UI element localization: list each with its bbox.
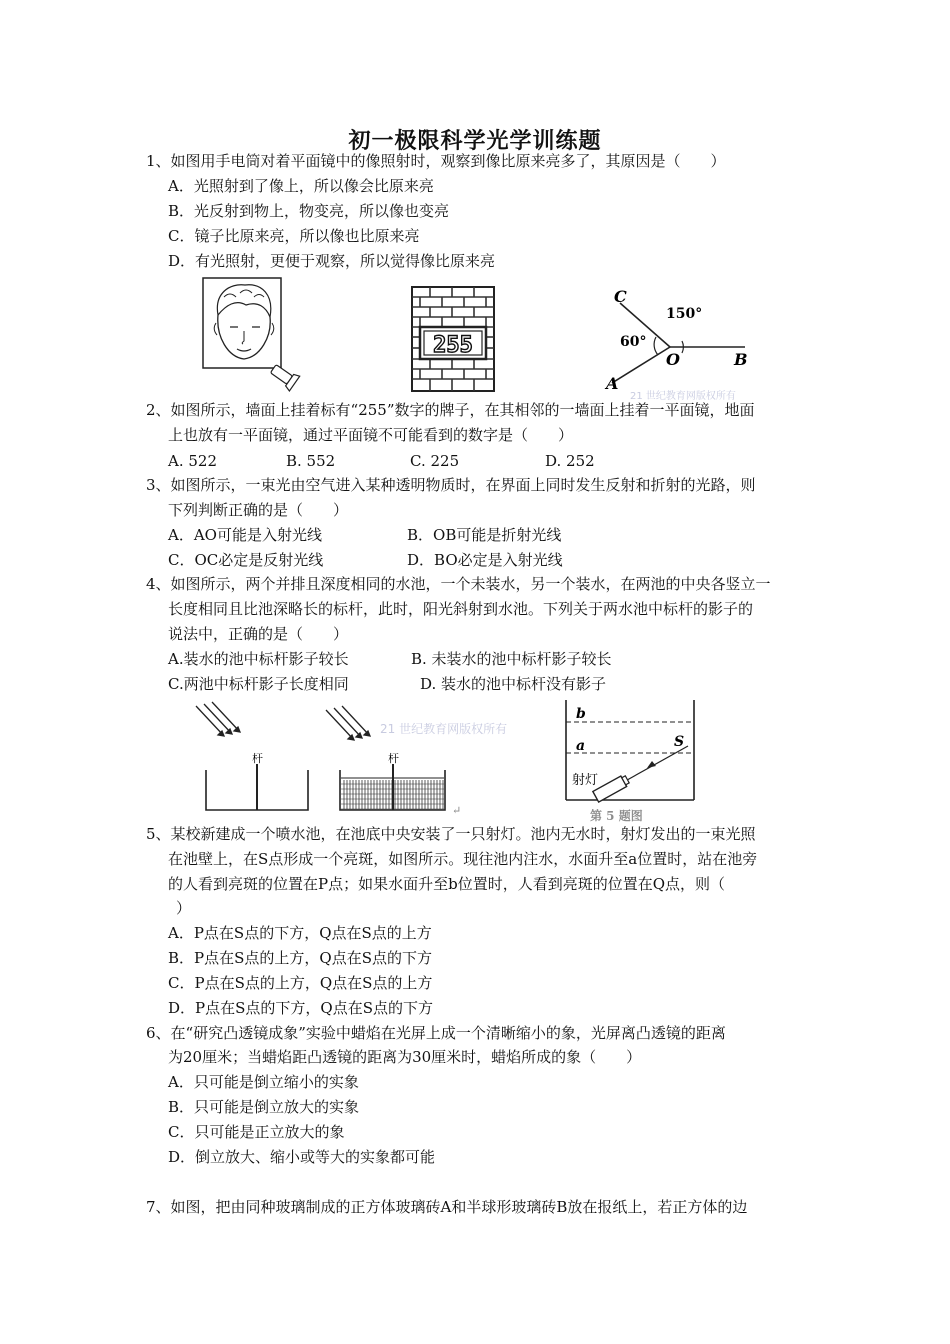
two-pools-figure: [190, 700, 570, 820]
q1-option-c: C．镜子比原来亮，所以像也比原来亮: [168, 227, 420, 245]
q3-option-b: B．OB可能是折射光线: [407, 526, 562, 544]
q2-option-b: B. 552: [286, 452, 336, 470]
q5-option-d: D．P点在S点的下方，Q点在S点的下方: [168, 999, 433, 1017]
q2-stem-1: 2、如图所示，墙面上挂着标有“255”数字的牌子，在其相邻的一墙面上挂着一平面镜，地面: [146, 401, 755, 419]
label-s: S: [674, 734, 685, 750]
q6-option-b: B．只可能是倒立放大的实象: [168, 1098, 360, 1116]
svg-text:↵: ↵: [452, 804, 462, 817]
label-c: C: [614, 287, 627, 306]
q6-option-a: A．只可能是倒立缩小的实象: [168, 1073, 359, 1091]
q5-stem-3: 的人看到亮斑的位置在P点；如果水面升至b位置时，人看到亮斑的位置在Q点，则（: [168, 875, 725, 893]
flashlight-face-figure: [200, 275, 290, 395]
q4-stem-3: 说法中，正确的是（ ）: [168, 625, 349, 643]
q5-option-c: C．P点在S点的上方，Q点在S点的上方: [168, 974, 433, 992]
q1-option-d: D．有光照射，更便于观察，所以觉得像比原来亮: [168, 252, 496, 270]
spotlight-pool-figure: [560, 696, 710, 824]
watermark-2: 21 世纪教育网版权所有: [380, 722, 508, 736]
pole-label-left: 杆: [252, 752, 263, 765]
pole-label-right: 杆: [388, 752, 399, 765]
reflection-angle-figure: [590, 285, 770, 402]
q3-option-a: A．AO可能是入射光线: [168, 526, 322, 544]
q4-stem-2: 长度相同且比池深略长的标杆，此时，阳光斜射到水池。下列关于两水池中标杆的影子的: [168, 600, 754, 618]
q3-option-d: D．BO必定是入射光线: [407, 551, 563, 569]
angle-60: 60°: [620, 334, 647, 350]
q6-option-d: D．倒立放大、缩小或等大的实象都可能: [168, 1148, 436, 1166]
q2-stem-2: 上也放有一平面镜，通过平面镜不可能看到的数字是（ ）: [168, 426, 574, 444]
q1-stem: 1、如图用手电筒对着平面镜中的像照射时，观察到像比原来亮多了，其原因是（ ）: [146, 152, 726, 170]
q2-option-d: D. 252: [545, 452, 595, 470]
label-b-level: b: [576, 706, 586, 722]
q4-option-a: A.装水的池中标杆影子较长: [168, 650, 349, 668]
q5-stem-1: 5、某校新建成一个喷水池，在池底中央安装了一只射灯。池内无水时，射灯发出的一束光照: [146, 825, 756, 843]
q3-stem-1: 3、如图所示，一束光由空气进入某种透明物质时，在界面上同时发生反射和折射的光路，则: [146, 476, 756, 494]
label-b: B: [734, 350, 748, 369]
label-a-level: a: [576, 738, 586, 754]
q1-option-b: B．光反射到物上，物变亮，所以像也变亮: [168, 202, 450, 220]
q3-stem-2: 下列判断正确的是（ ）: [168, 501, 349, 519]
label-o: O: [666, 350, 680, 369]
q4-stem-1: 4、如图所示，两个并排且深度相同的水池，一个未装水，另一个装水，在两池的中央各竖立一: [146, 575, 771, 593]
label-a: A: [606, 374, 619, 393]
q1-option-a: A．光照射到了像上，所以像会比原来亮: [168, 177, 434, 195]
lamp-label: 射灯: [572, 773, 599, 788]
q5-stem-4: ）: [176, 899, 192, 917]
q6-stem-2: 为20厘米；当蜡焰距凸透镜的距离为30厘米时，蜡焰所成的象（ ）: [168, 1048, 642, 1066]
q4-option-b: B. 未装水的池中标杆影子较长: [411, 650, 612, 668]
q3-option-c: C．OC必定是反射光线: [168, 551, 324, 569]
angle-150: 150°: [666, 306, 703, 322]
q5-option-b: B．P点在S点的上方，Q点在S点的下方: [168, 949, 432, 967]
q6-option-c: C．只可能是正立放大的象: [168, 1123, 345, 1141]
q5-option-a: A．P点在S点的下方，Q点在S点的上方: [168, 924, 432, 942]
sign-number: 255: [433, 333, 473, 358]
page-title: 初一极限科学光学训练题: [348, 128, 602, 154]
brick-wall-figure: [410, 285, 498, 395]
q7-stem-1: 7、如图，把由同种玻璃制成的正方体玻璃砖A和半球形玻璃砖B放在报纸上，若正方体的边: [146, 1198, 748, 1216]
q6-stem-1: 6、在“研究凸透镜成象”实验中蜡焰在光屏上成一个清晰缩小的象，光屏离凸透镜的距离: [146, 1024, 726, 1042]
q4-option-d: D. 装水的池中标杆没有影子: [420, 675, 607, 693]
q4-option-c: C.两池中标杆影子长度相同: [168, 675, 349, 693]
q5-stem-2: 在池壁上，在S点形成一个亮斑，如图所示。现往池内注水，水面升至a位置时，站在池旁: [168, 850, 758, 868]
q2-option-a: A. 522: [168, 452, 217, 470]
q2-option-c: C. 225: [410, 452, 460, 470]
watermark-1: 21 世纪教育网版权所有: [630, 391, 736, 402]
